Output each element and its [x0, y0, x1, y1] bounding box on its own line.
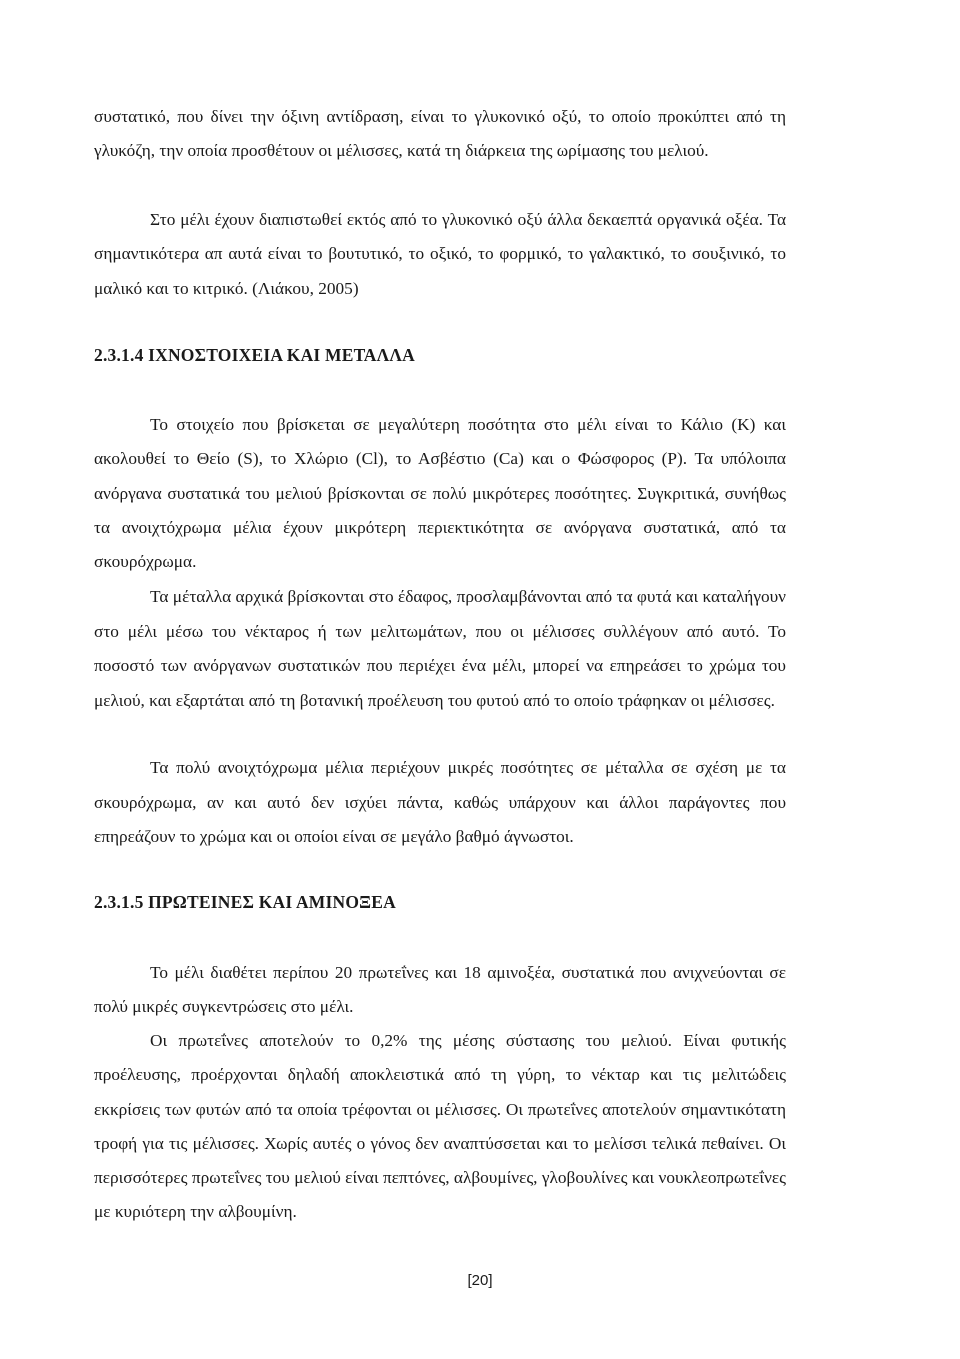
section-heading: 2.3.1.4 ΙΧΝΟΣΤΟΙΧΕΙΑ ΚΑΙ ΜΕΤΑΛΛΑ: [94, 345, 415, 365]
section-heading: 2.3.1.5 ΠΡΩΤΕΙΝΕΣ ΚΑΙ ΑΜΙΝΟΞΕΑ: [94, 892, 396, 912]
page-number: [20]: [467, 1272, 493, 1289]
body-paragraph: Το μέλι διαθέτει περίπου 20 πρωτεΐνες και 18 αμινοξέα, συστατικά που ανιχνεύονται σε πολύ μικρές συγκεντρώσεις στο μέλι.: [94, 963, 786, 1017]
body-paragraph: Το στοιχείο που βρίσκεται σε μεγαλύτερη ποσότητα στο μέλι είναι το Κάλιο (Κ) και ακολουθεί το Θείο (S), το Χλώριο (Cl), το Ασβέστιο (Ca) και ο Φώσφορος (P). Τα υπόλοιπα ανόργανα συστατικά του μελιού βρίσκονται σε πολύ μικρότερες ποσότητες. Συγκριτικά, συνήθως τα ανοιχτόχρωμα μέλια έχουν μικρότερη περιεκτικότητα σε ανόργανα συστατικά, από τα σκουρόχρωμα.: [94, 415, 786, 572]
body-paragraph: Στο μέλι έχουν διαπιστωθεί εκτός από το γλυκονικό οξύ άλλα δεκαεπτά οργανικά οξέα. Τα σημαντικότερα απ αυτά είναι το βουτυτικό, το οξικό, το φορμικό, το γαλακτικό, το σουξινικό, το μαλικό και το κιτρικό. (Λιάκου, 2005): [94, 210, 786, 298]
body-paragraph: συστατικό, που δίνει την όξινη αντίδραση, είναι το γλυκονικό οξύ, το οποίο προκύπτει από τη γλυκόζη, την οποία προσθέτουν οι μέλισσες, κατά τη διάρκεια της ωρίμασης του μελιού.: [94, 107, 786, 161]
body-paragraph: Οι πρωτεΐνες αποτελούν το 0,2% της μέσης σύστασης του μελιού. Είναι φυτικής προέλευσης, προέρχονται δηλαδή αποκλειστικά από τη γύρη, το νέκταρ και τις μελιτώδεις εκκρίσεις των φυτών από τα οποία τρέφονται οι μέλισσες. Οι πρωτεΐνες αποτελούν σημαντικότατη τροφή για τις μέλισσες. Χωρίς αυτές ο γόνος δεν αναπτύσσεται και το μελίσσι τελικά πεθαίνει. Οι περισσότερες πρωτεΐνες του μελιού είναι πεπτόνες, αλβουμίνες, γλοβουλίνες και νουκλεοπρωτεΐνες με κυριότερη την αλβουμίνη.: [94, 1031, 786, 1222]
body-paragraph: Τα πολύ ανοιχτόχρωμα μέλια περιέχουν μικρές ποσότητες σε μέταλλα σε σχέση με τα σκουρόχρωμα, αν και αυτό δεν ισχύει πάντα, καθώς υπάρχουν και άλλοι παράγοντες που επηρεάζουν το χρώμα και οι οποίοι είναι σε μεγάλο βαθμό άγνωστοι.: [94, 758, 786, 847]
body-paragraph: Τα μέταλλα αρχικά βρίσκονται στο έδαφος, προσλαμβάνονται από τα φυτά και καταλήγουν στο μέλι μέσω του νέκταρος ή των μελιτωμάτων, που οι μέλισσες συλλέγουν από αυτό. Το ποσοστό των ανόργανων συστατικών που περιέχει ένα μέλι, μπορεί να επηρεάσει το χρώμα του μελιού, και εξαρτάται από τη βοτανική προέλευση του φυτού από το οποίο τράφηκαν οι μέλισσες.: [94, 587, 786, 710]
